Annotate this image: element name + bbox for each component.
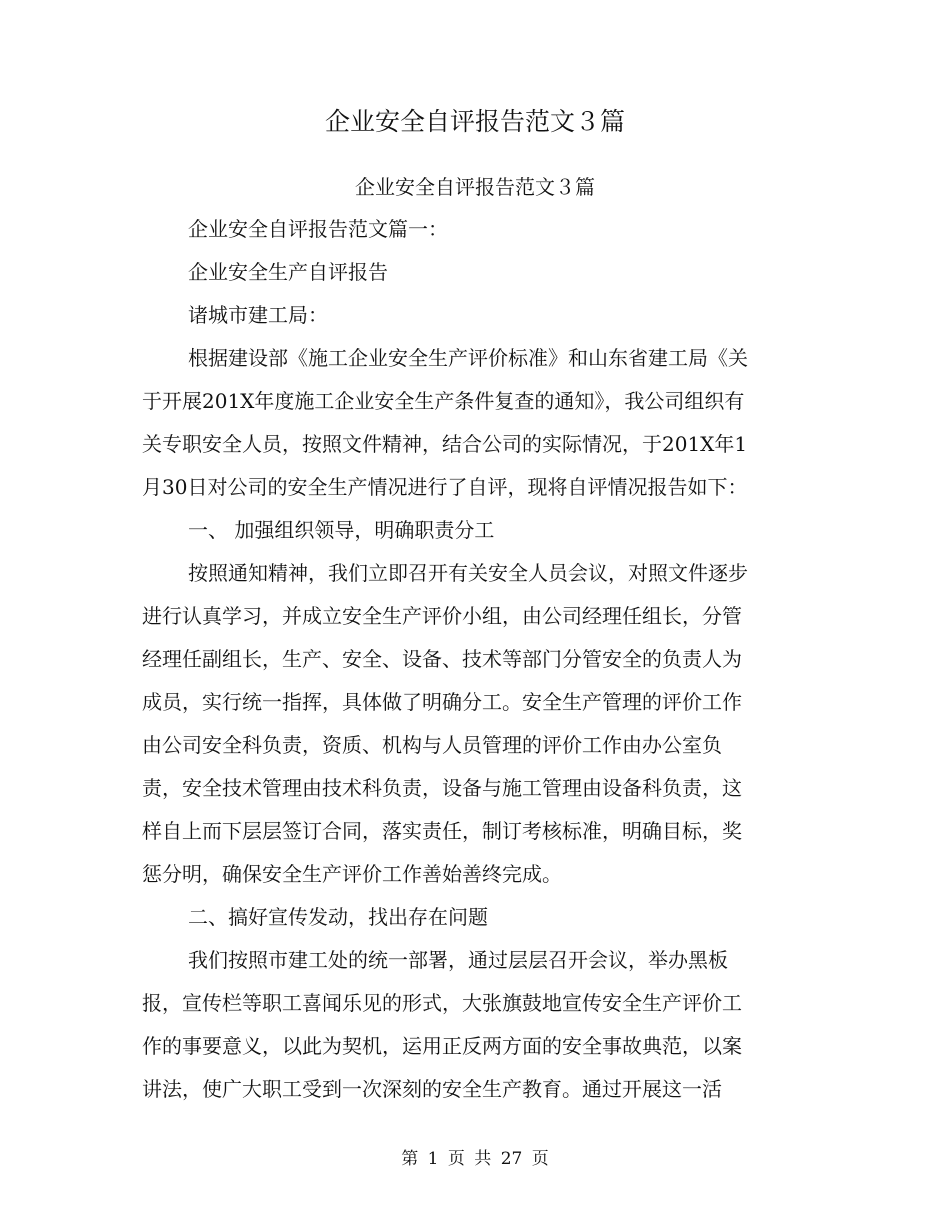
section-heading: 一、 加强组织领导，明确职责分工 bbox=[188, 518, 495, 542]
addressee: 诸城市建工局： bbox=[188, 303, 328, 327]
paragraph-line: 我们按照市建工处的统一部署，通过层层召开会议，举办黑板 bbox=[188, 948, 728, 972]
paragraph-line: 由公司安全科负责，资质、机构与人员管理的评价工作由办公室负 bbox=[142, 733, 722, 757]
paragraph-line: 关专职安全人员，按照文件精神，结合公司的实际情况，于201X年1 bbox=[142, 432, 748, 456]
document-subtitle: 企业安全自评报告范文３篇 bbox=[355, 175, 595, 199]
section-heading: 企业安全自评报告范文篇一： bbox=[188, 217, 448, 241]
report-heading: 企业安全生产自评报告 bbox=[188, 260, 388, 284]
paragraph-line: 按照通知精神，我们立即召开有关安全人员会议，对照文件逐步 bbox=[188, 561, 748, 585]
paragraph-line: 月30日对公司的安全生产情况进行了自评，现将自评情况报告如下： bbox=[142, 475, 748, 499]
section-heading: 二、搞好宣传发动，找出存在问题 bbox=[188, 905, 488, 929]
paragraph-line: 成员，实行统一指挥，具体做了明确分工。安全生产管理的评价工作 bbox=[142, 690, 742, 714]
paragraph-line: 经理任副组长，生产、安全、设备、技术等部门分管安全的负责人为 bbox=[142, 647, 742, 671]
paragraph-line: 惩分明，确保安全生产评价工作善始善终完成。 bbox=[142, 862, 562, 886]
paragraph-line: 根据建设部《施工企业安全生产评价标准》和山东省建工局《关 bbox=[188, 346, 748, 370]
paragraph-line: 报，宣传栏等职工喜闻乐见的形式，大张旗鼓地宣传安全生产评价工 bbox=[142, 991, 742, 1015]
paragraph-line: 进行认真学习，并成立安全生产评价小组，由公司经理任组长，分管 bbox=[142, 604, 742, 628]
paragraph-line: 于开展201X年度施工企业安全生产条件复查的通知》，我公司组织有 bbox=[142, 389, 745, 413]
paragraph-line: 讲法，使广大职工受到一次深刻的安全生产教育。通过开展这一活 bbox=[142, 1077, 722, 1101]
paragraph-line: 责，安全技术管理由技术科负责，设备与施工管理由设备科负责，这 bbox=[142, 776, 742, 800]
paragraph-line: 作的事要意义，以此为契机，运用正反两方面的安全事故典范，以案 bbox=[142, 1034, 742, 1058]
paragraph-line: 样自上而下层层签订合同，落实责任，制订考核标准，明确目标，奖 bbox=[142, 819, 742, 843]
document-title: 企业安全自评报告范文３篇 bbox=[324, 107, 625, 136]
page-footer: 第 1 页 共 27 页 bbox=[401, 1149, 549, 1169]
